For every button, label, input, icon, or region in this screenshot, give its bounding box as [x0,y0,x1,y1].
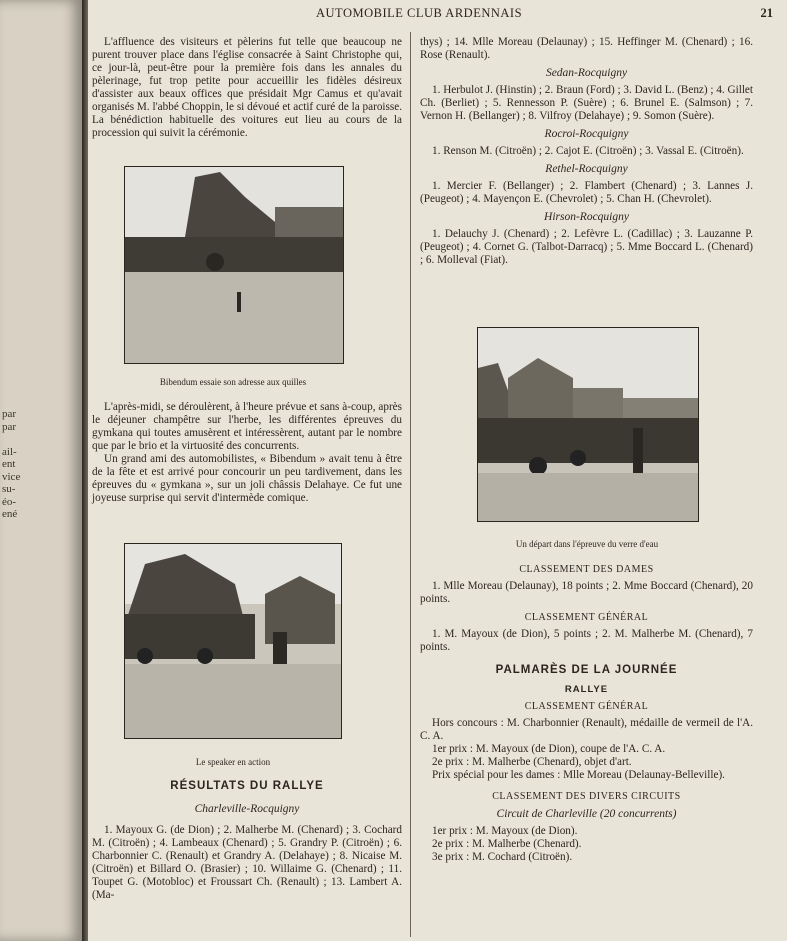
left-column-intro [92,36,402,140]
photo-caption: Le speaker en action [195,757,271,767]
photo-speaker [124,543,342,739]
page-number: 21 [760,6,773,20]
photo-caption: Bibendum essaie son adresse aux quilles [159,377,307,387]
section-heading: CLASSEMENT GÉNÉRAL [524,612,649,623]
section-heading: CLASSEMENT DES DIVERS CIRCUITS [492,791,681,802]
section-title: PALMARÈS DE LA JOURNÉE [495,664,678,676]
photo-depart-verre-eau [477,327,699,522]
route-heading: Rethel-Rocquigny [545,163,628,175]
route-heading: Sedan-Rocquigny [545,67,628,79]
route-heading: Hirson-Rocquigny [544,211,629,223]
column-divider [410,32,411,937]
photo-caption: Un départ dans l'épreuve du verre d'eau [515,539,659,549]
left-page-edge [0,0,82,941]
route-heading: Charleville-Rocquigny [194,803,300,815]
circuit-heading: Circuit de Charleville (20 concurrents) [496,808,677,820]
section-heading: CLASSEMENT DES DAMES [519,564,654,575]
document-page [88,0,787,941]
section-heading: CLASSEMENT GÉNÉRAL [524,701,649,712]
paragraph: L'après-midi, se déroulèrent, à l'heure prévue et sans à-coup, après le déjeuner champêtre sur l'herbe, les différentes épreuves du gymkana qui toutes amusèrent et intéressèrent, autant par le nombre que par le brio et la virtuosité des concurrents. [92,401,402,452]
paragraph: Un grand ami des automobilistes, « Bibendum » avait tenu à être de la fête et est arrivé pour concourir un peu tardivement, dans les épreuves du « gymkana », sur un joli châssis Delahaye. Ce fut une joyeuse surprise qui servit d'intermède comique. [92,453,402,504]
section-title: RÉSULTATS DU RALLYE [170,780,324,792]
left-page-fragment: par par ail- ent vice su- éo- ené [2,408,21,520]
right-column-classements: CLASSEMENT DES DAMES 1. Mlle Moreau (Delaunay), 18 points ; 2. Mme Boccard (Chenard), 20 points. CLASSEMENT GÉNÉRAL 1. M. Mayoux (de Dion), 5 points ; 2. M. Malherbe M. (Chenard), 7 points. PALMARÈS DE LA JOURNÉE RALLYE CLASSEMENT GÉNÉRAL Hors concours : M. Charbonnier (Renault), médaille de vermeil de l'A. C. A. 1er prix : M. Mayoux (de Dion), coupe de l'A. C. A. 2e prix : M. Malherbe (Chenard), objet d'art. Prix spécial pour les dames : Mlle Moreau (Delaunay-Belleville). CLASSEMENT DES DIVERS CIRCUITS Circuit de Charleville (20 concurrents) 1er prix : M. Mayoux (de Dion). 2e prix : M. Malherbe (Chenard). 3e prix : M. Cochard (Citroën). [420,564,753,863]
paragraph: L'affluence des visiteurs et pèlerins fut telle que beaucoup ne purent trouver place dans l'église consacrée à Saint Christophe qui, ce jour-là, peut-être pour la première fois dans les annales du pèlerinage, fut trop petite pour accueillir les fidèles désireux d'assister aux beaux offices que présidait Mgr Camus et qu'avait organisés M. l'abbé Choppin, le si dévoué et actif curé de la paroisse. La bénédiction habituelle des voitures eut lieu au cours de la procession qui suivit la cérémonie. [92,36,402,139]
right-column-results: thys) ; 14. Mlle Moreau (Delaunay) ; 15. Heffinger M. (Chenard) ; 16. Rose (Renault). Sedan-Rocquigny 1. Herbulot J. (Hinstin) ; 2. Braun (Ford) ; 3. David L. (Benz) ; 4. Gillet Ch. (Berliet) ; 5. Rennesson P. (Suère) ; 6. Brunel E. (Salmson) ; 7. Vernon H. (Bellanger) ; 8. Vilfroy (Delahaye) ; 9. Somon (Suère). Rocroi-Rocquigny 1. Renson M. (Citroën) ; 2. Cajot E. (Citroën) ; 3. Vassal E. (Citroën). Rethel-Rocquigny 1. Mercier F. (Bellanger) ; 2. Flambert (Chenard) ; 3. Lannes J. (Peugeot) ; 4. Mayençon E. (Chevrolet) ; 5. Chan H. (Chevrolet). Hirson-Rocquigny 1. Delauchy J. (Chenard) ; 2. Lefèvre L. (Cadillac) ; 3. Lauzanne P. (Peugeot) ; 4. Cornet G. (Talbot-Darracq) ; 5. Mme Boccard L. (Chenard) ; 6. Molleval (Fiat). [420,36,753,266]
left-column-afternoon [92,401,402,505]
running-header: AUTOMOBILE CLUB ARDENNAIS [316,6,523,20]
route-heading: Rocroi-Rocquigny [544,128,629,140]
photo-bibendum-quilles [124,166,344,364]
route-results: 1. Mayoux G. (de Dion) ; 2. Malherbe M. (Chenard) ; 3. Cochard M. (Citroën) ; 4. Lambeaux (Chenard) ; 5. Grandry P. (Citroën) ; 6. Charbonnier C. (Renault) et Grandry A. (Delahaye) ; 8. Nicaise M. (Citroën) et Billard O. (Brasier) ; 10. Willaime G. (Chenard) ; 11. Toupet G. (Motobloc) et Froussart Ch. (Renault) ; 13. Lambert A. (Ma- [92,824,402,901]
section-subtitle: RALLYE [564,684,609,695]
